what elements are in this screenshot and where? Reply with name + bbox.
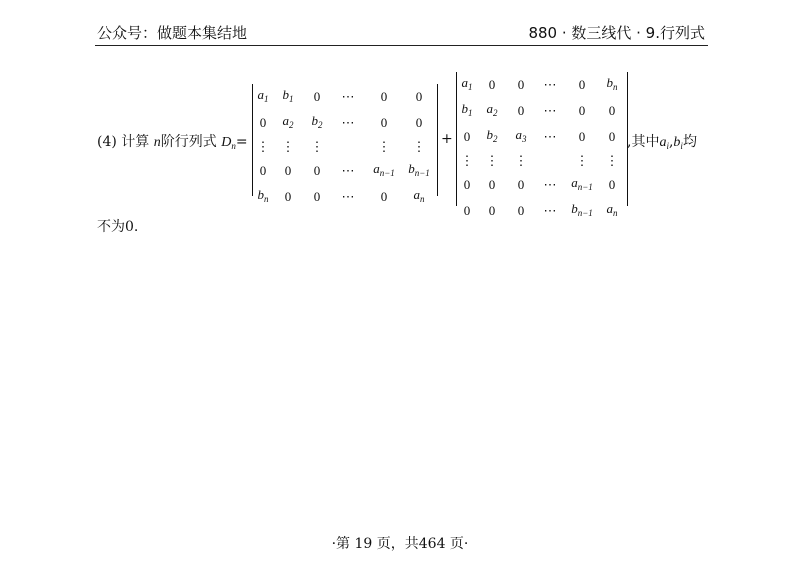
det2-cell: 0 [463, 129, 471, 144]
det2-cell [535, 150, 565, 172]
det2-cell: 0 [608, 177, 616, 192]
det2-cell: 0 [488, 203, 496, 218]
det1-cell: 0 [380, 115, 388, 130]
det-symbol: $D_n$ [221, 135, 236, 151]
det2-cell: $b_1$ [461, 101, 473, 118]
det1-cell: ⋮ [281, 139, 295, 154]
det1-cell: ⋯ [341, 115, 355, 130]
order-text: 阶行列式 [160, 134, 217, 150]
det2-cell: $b_n$ [606, 75, 618, 92]
det2-cell: 0 [608, 129, 616, 144]
header-divider [95, 45, 708, 46]
det2-cell: ⋯ [543, 77, 557, 92]
det2-cell: $b_{n-1}$ [571, 201, 593, 218]
det1-cell: 0 [313, 163, 321, 178]
det2-cell: 0 [517, 103, 525, 118]
det2-cell: ⋯ [543, 129, 557, 144]
det1-cell: 0 [415, 115, 423, 130]
det2-cell: 0 [578, 103, 586, 118]
header-right-title: 880 · 数三线代 · 9.行列式 [528, 24, 705, 42]
n-variable: n [153, 135, 161, 150]
det1-cell: 0 [284, 189, 292, 204]
det2-cell: $a_1$ [461, 75, 473, 92]
det1-cell: $a_2$ [282, 113, 294, 130]
det2-cell: 0 [517, 77, 525, 92]
det1-cell: $b_1$ [282, 87, 294, 104]
det2-cell: ⋯ [543, 177, 557, 192]
det1-cell: 0 [415, 89, 423, 104]
problem-label: (4) 计算 [97, 134, 150, 150]
det1-cell: ⋯ [341, 163, 355, 178]
det2-cell: ⋯ [543, 203, 557, 218]
det2-cell: 0 [463, 177, 471, 192]
header-left-title: 公众号：做题本集结地 [97, 24, 248, 42]
det1-cell: 0 [313, 189, 321, 204]
det1-cell: $b_{n-1}$ [408, 161, 430, 178]
det1-cell: ⋮ [377, 139, 391, 154]
det2-cell: $a_3$ [515, 127, 527, 144]
det2-cell: 0 [578, 129, 586, 144]
equals-sign: = [235, 134, 248, 150]
det1-cell: ⋮ [412, 139, 426, 154]
det1-cell: 0 [259, 115, 267, 130]
det2-cell: $a_n$ [606, 201, 618, 218]
determinant-1 [252, 84, 438, 204]
det2-cell: ⋯ [543, 103, 557, 118]
det2-cell: 0 [488, 177, 496, 192]
det1-cell: ⋮ [310, 139, 324, 154]
det2-cell: 0 [517, 177, 525, 192]
det1-cell: 0 [284, 163, 292, 178]
det1-cell: $a_{n-1}$ [373, 161, 395, 178]
det2-cell: ⋮ [460, 153, 474, 168]
plus-sign: + [441, 131, 453, 147]
det1-cell: 0 [259, 163, 267, 178]
det2-cell: 0 [488, 77, 496, 92]
det2-cell: ⋮ [485, 153, 499, 168]
det2-cell: 0 [578, 77, 586, 92]
det1-cell [331, 136, 365, 158]
determinant-2 [456, 72, 628, 218]
problem-tail: ,其中$a_i,b_i$均 [627, 134, 697, 151]
det1-cell: ⋯ [341, 189, 355, 204]
det1-cell: 0 [380, 189, 388, 204]
det2-cell: $b_2$ [486, 127, 498, 144]
det2-cell: 0 [463, 203, 471, 218]
det1-cell: $a_n$ [413, 187, 425, 204]
det2-cell: $a_2$ [486, 101, 498, 118]
det1-cell: $b_n$ [257, 187, 269, 204]
det2-cell: 0 [517, 203, 525, 218]
page-footer: ·第 19 页，共464 页· [331, 536, 469, 552]
det1-cell: $b_2$ [311, 113, 323, 130]
det1-cell: 0 [313, 89, 321, 104]
det2-cell: ⋮ [605, 153, 619, 168]
problem-continuation: 不为0. [97, 219, 139, 235]
problem-lead [97, 131, 248, 151]
det1-cell: ⋯ [341, 89, 355, 104]
det1-cell: ⋮ [256, 139, 270, 154]
det2-cell: ⋮ [575, 153, 589, 168]
det2-cell: $a_{n-1}$ [571, 175, 593, 192]
det1-cell: 0 [380, 89, 388, 104]
det2-cell: ⋮ [514, 153, 528, 168]
det1-cell: $a_1$ [257, 87, 269, 104]
det2-cell: 0 [608, 103, 616, 118]
